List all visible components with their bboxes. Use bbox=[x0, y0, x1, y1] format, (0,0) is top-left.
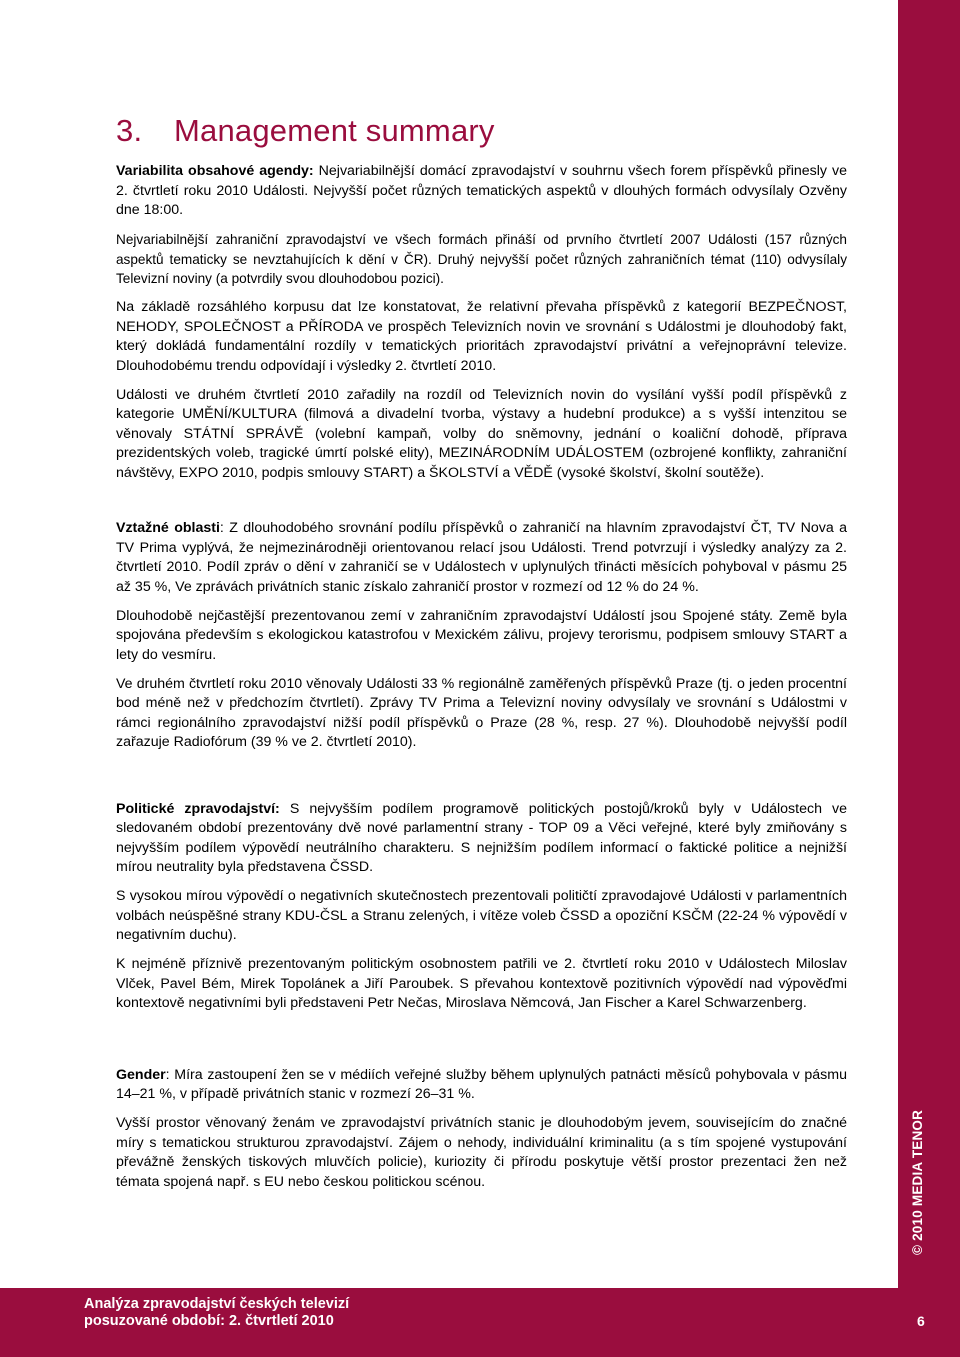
paragraph-label: Politické zpravodajství: bbox=[116, 800, 280, 817]
paragraph-label: Vztažné oblasti bbox=[116, 520, 220, 536]
paragraph-label: Variabilita obsahové agendy: bbox=[116, 163, 314, 179]
copyright-text: © 2010 MEDIA TENOR bbox=[910, 1109, 925, 1255]
document-body bbox=[116, 162, 847, 1202]
section-title: Management summary bbox=[174, 113, 495, 148]
paragraph-foreign-news: Nejvariabilnější zahraniční zpravodajství ve všech formách přináší od prvního čtvrtletí 2007 Události (157 různých aspektů tematicky se nevztahujících k dění v ČR). Druhý nejvyšší počet různých zahraničních témat (110) odvysílaly Televizní noviny (a potvrdily svou dlouhodobou pozici). bbox=[116, 232, 847, 286]
paragraph-categories: Na základě rozsáhlého korpusu dat lze konstatovat, že relativní převaha příspěvků z kategorií BEZPEČNOST, NEHODY, SPOLEČNOST a PŘÍRODA ve prospěch Televizních novin ve srovnání s Událostmi je dlouhodobý fakt, který dokládá fundamentální rozdíly v tematických prioritách zpravodajství privátní a veřejnoprávní televize. Dlouhodobému trendu odpovídají i výsledky 2. čtvrtletí 2010. bbox=[116, 299, 847, 374]
paragraph-text: Nejvariabilnější domácí zpravodajství v souhrnu všech forem příspěvků přinesly ve 2. čtvrtletí roku 2010 Události. Nejvyšší počet různých tematických aspektů v dlouhých formách odvysílaly Ozvěny dne 18:00. bbox=[116, 163, 847, 218]
paragraph-variability bbox=[116, 162, 847, 221]
paragraph-gender bbox=[116, 1066, 847, 1105]
page-number: 6 bbox=[917, 1313, 925, 1329]
paragraph-usa: Dlouhodobě nejčastější prezentovanou zemí v zahraničním zpravodajství Událostí jsou Spojené státy. Země byla spojována především s ekologickou katastrofou v Mexickém zálivu, projevy terorismu, podpisem smlouvy START a lety do vesmíru. bbox=[116, 607, 847, 663]
footer-title: Analýza zpravodajství českých televizí bbox=[84, 1296, 350, 1312]
paragraph-text: : Z dlouhodobého srovnání podílu příspěvků o zahraničí na hlavním zpravodajství ČT, TV Nova a TV Prima vyplývá, že nejmezinárodněji orientovanou relací jsou Události. Trend potvrzují i výsledky analýzy za 2. čtvrtletí 2010. Podíl zpráv o dění v zahraničí se v Událostech v uplynulých třinácti měsících pohyboval v pásmu 25 až 35 %, Ve zprávách privátních stanic získalo zahraničí prostor v rozmezí od 12 % do 24 %. bbox=[116, 520, 847, 595]
paragraph-culture: Události ve druhém čtvrtletí 2010 zařadily na rozdíl od Televizních novin do vysílání vyšší podíl příspěvků z kategorie UMĚNÍ/KULTURA (filmová a divadelní tvorba, výstavy a hudební produkce) a s vyšší intenzitou se věnovaly STÁTNÍ SPRÁVĚ (volební kampaň, volby do sněmovny, jednání o koaliční dohodě, příprava prezidentských voleb, tragické úmrtí polské elity), MEZINÁRODNÍM UDÁLOSTEM (ozbrojené konflikty, zahraniční návštěvy, EXPO 2010, podpis smlouvy START) a ŠKOLSTVÍ a VĚDĚ (vysoké školství, školní soutěže). bbox=[116, 386, 847, 481]
footer-period: posuzované období: 2. čtvrtletí 2010 bbox=[84, 1313, 334, 1329]
paragraph-women-private: Vyšší prostor věnovaný ženám ve zpravodajství privátních stanic je dlouhodobým jevem, souvisejícím do značné míry s tematickou strukturou zpravodajství. Zájem o nehody, individuální kriminalitu (a s tím spojené vystupování převážně ženských tiskových mluvčích policie), kuriozity či přírodu poskytuje větší prostor prezentaci žen než témata spojená např. s EU nebo českou politickou scénou. bbox=[116, 1115, 847, 1190]
paragraph-text: S nejvyšším podílem programově politických postojů/kroků byly v Událostech ve sledovaném období prezentovány dvě nové parlamentní strany - TOP 09 a Věci veřejné, které byly zmiňovány s nejvyšším podílem výpovědí neutrálního charakteru. S nejnižším podílem informací o faktické politice a nejnižší mírou neutrality byla představena ČSSD. bbox=[116, 800, 847, 875]
paragraph-text: : Míra zastoupení žen se v médiích veřejné služby během uplynulých patnácti měsíců pohybovala v pásmu 14–21 %, v případě privátních stanic v rozmezí 26–31 %. bbox=[116, 1066, 847, 1102]
paragraph-label: Gender bbox=[116, 1066, 166, 1083]
section-heading bbox=[116, 113, 495, 149]
paragraph-reference-areas bbox=[116, 519, 847, 597]
paragraph-political bbox=[116, 800, 847, 878]
paragraph-negative-parties: S vysokou mírou výpovědí o negativních skutečnostech prezentovali političtí zpravodajové Události v parlamentních volbách neúspěšné strany KDU-ČSL a Stranu zelených, i vítěze voleb ČSSD a opoziční KSČM (22-24 % výpovědí v negativním duchu). bbox=[116, 888, 847, 943]
paragraph-politicians: K nejméně příznivě prezentovaným politickým osobnostem patřili ve 2. čtvrtletí roku 2010 v Událostech Miloslav Vlček, Pavel Bém, Mirek Topolánek a Jiří Paroubek. S převahou kontextově pozitivních výpovědí nad výpověďmi kontextově negativními byli představeni Petr Nečas, Miroslava Němcová, Jan Fischer a Karel Schwarzenberg. bbox=[116, 956, 847, 1011]
brand-sidebar bbox=[898, 0, 960, 1357]
section-number: 3. bbox=[116, 113, 143, 148]
paragraph-regional: Ve druhém čtvrtletí roku 2010 věnovaly Události 33 % regionálně zaměřených příspěvků Praze (tj. o jeden procentní bod méně než v předchozím čtvrtletí). Zprávy TV Prima a Televizní noviny odvysílaly ve srovnání s Událostmi v rámci regionálního zpravodajství nižší podíl příspěvků o Praze (28 %, resp. 27 %). Dlouhodobě nejvyšší podíl zařazuje Radiofórum (39 % ve 2. čtvrtletí 2010). bbox=[116, 675, 847, 750]
